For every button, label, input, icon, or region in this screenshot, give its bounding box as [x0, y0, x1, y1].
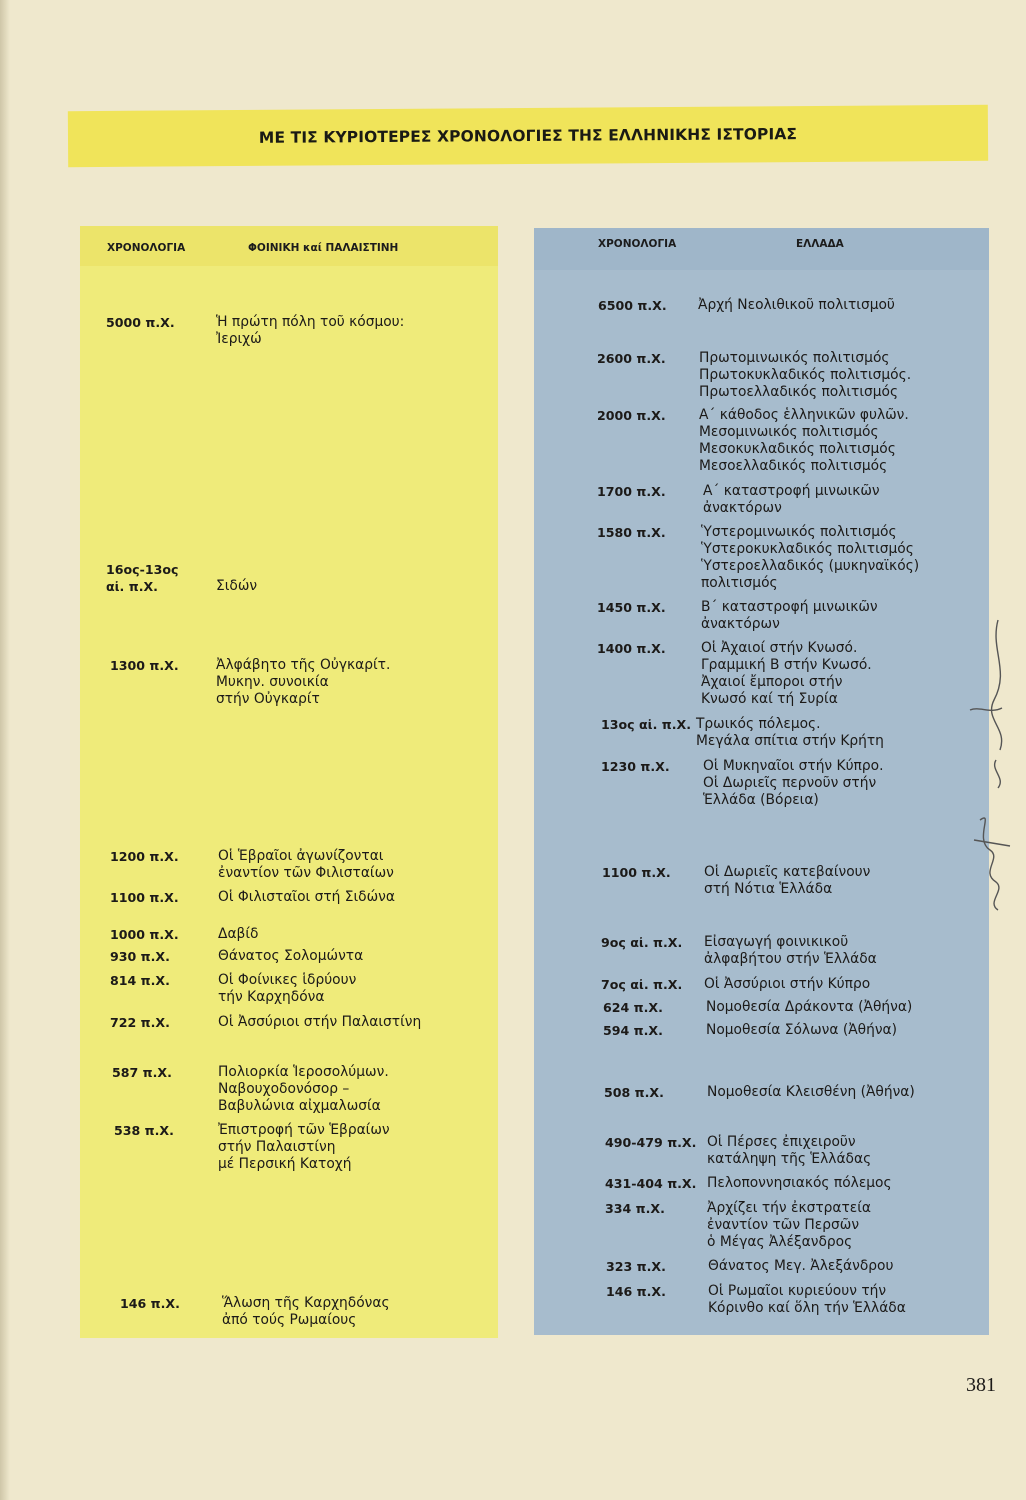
entry-date: 13ος αἰ. π.Χ. [601, 717, 691, 732]
entry-text: Πελοποννησιακός πόλεμος [707, 1175, 892, 1191]
entry-text: Ἡ πρώτη πόλη τοῦ κόσμου: Ἰεριχώ [216, 314, 405, 347]
entry-text: Ἀρχίζει τήν ἐκστρατεία ἐναντίον τῶν Περσῶν ὁ Μέγας Ἀλέξανδρος [707, 1200, 872, 1250]
entry-date: 146 π.Χ. [606, 1284, 666, 1299]
entry-text: Οἱ Δωριεῖς κατεβαίνουν στή Νότια Ἑλλάδα [704, 864, 871, 897]
right-topic-header: ΕΛΛΑΔΑ [796, 238, 844, 250]
entry-text: Οἱ Ἀσσύριοι στήν Κύπρο [704, 976, 871, 992]
entry-date: 1100 π.Χ. [110, 890, 179, 905]
entry-text: Πρωτομινωικός πολιτισμός Πρωτοκυκλαδικός πολιτισμός. Πρωτοελλαδικός πολιτισμός [699, 350, 912, 400]
entry-text: Πολιορκία Ἱεροσολύμων. Ναβουχοδονόσορ – Βαβυλώνια αἰχμαλωσία [218, 1064, 389, 1114]
entry-date: 1230 π.Χ. [601, 759, 670, 774]
entry-date: 594 π.Χ. [603, 1023, 663, 1038]
entry-date: 538 π.Χ. [114, 1123, 174, 1138]
entry-text: Α΄ καταστροφή μινωικῶν ἀνακτόρων [703, 483, 880, 516]
entry-date: 1400 π.Χ. [597, 641, 666, 656]
entry-text: Τρωικός πόλεμος. Μεγάλα σπίτια στήν Κρήτη [696, 716, 884, 749]
entry-date: 2000 π.Χ. [597, 408, 666, 423]
entry-text: Νομοθεσία Σόλωνα (Ἀθήνα) [706, 1022, 898, 1038]
right-date-header: ΧΡΟΝΟΛΟΓΙΑ [598, 238, 677, 250]
entry-date: 930 π.Χ. [110, 949, 170, 964]
entry-date: 323 π.Χ. [606, 1259, 666, 1274]
entry-date: 431-404 π.Χ. [605, 1176, 697, 1191]
entry-text: Ἀλφάβητο τῆς Οὐγκαρίτ. Μυκην. συνοικία στήν Οὐγκαρίτ [216, 657, 391, 707]
entry-date: 5000 π.Χ. [106, 315, 175, 330]
page-title: ΜΕ ΤΙΣ ΚΥΡΙΟΤΕΡΕΣ ΧΡΟΝΟΛΟΓΙΕΣ ΤΗΣ ΕΛΛΗΝΙΚΗΣ ΙΣΤΟΡΙΑΣ [258, 125, 798, 147]
entry-text: Θάνατος Μεγ. Ἀλεξάνδρου [708, 1258, 894, 1274]
entry-date: 1450 π.Χ. [597, 600, 666, 615]
entry-text: Οἱ Ἀσσύριοι στήν Παλαιστίνη [218, 1014, 422, 1030]
entry-text: Νομοθεσία Κλεισθένη (Ἀθήνα) [707, 1084, 915, 1100]
entry-text: Ἀρχή Νεολιθικοῦ πολιτισμοῦ [698, 297, 895, 313]
entry-date: 16ος-13ος αἰ. π.Χ. [106, 562, 179, 594]
entry-text: Οἱ Μυκηναῖοι στήν Κύπρο. Οἱ Δωριεῖς περνοῦν στήν Ἑλλάδα (Βόρεια) [703, 758, 884, 808]
entry-text: Β΄ καταστροφή μινωικῶν ἀνακτόρων [701, 599, 878, 632]
entry-date: 1100 π.Χ. [602, 865, 671, 880]
entry-date: 722 π.Χ. [110, 1015, 170, 1030]
page-number: 381 [966, 1374, 996, 1396]
entry-date: 1580 π.Χ. [597, 525, 666, 540]
entry-date: 1300 π.Χ. [110, 658, 179, 673]
entry-date: 334 π.Χ. [605, 1201, 665, 1216]
entry-text: Ἐπιστροφή τῶν Ἑβραίων στήν Παλαιστίνη μέ Περσική Κατοχή [218, 1122, 390, 1172]
entry-date: 6500 π.Χ. [598, 298, 667, 313]
entry-text: Οἱ Ἑβραῖοι ἀγωνίζονται ἐναντίον τῶν Φιλισταίων [218, 848, 394, 881]
entry-text: Εἰσαγωγή φοινικικοῦ ἀλφαβήτου στήν Ἑλλάδα [704, 934, 877, 967]
entry-date: 508 π.Χ. [604, 1085, 664, 1100]
entry-date: 490-479 π.Χ. [605, 1135, 697, 1150]
entry-date: 1700 π.Χ. [597, 484, 666, 499]
entry-text: Οἱ Πέρσες ἐπιχειροῦν κατάληψη τῆς Ἑλλάδας [707, 1134, 872, 1167]
entry-text: Οἱ Ἀχαιοί στήν Κνωσό. Γραμμική Β στήν Κνωσό. Ἀχαιοί ἔμποροι στήν Κνωσό καί τή Συρία [701, 640, 872, 707]
entry-text: Οἱ Ρωμαῖοι κυριεύουν τήν Κόρινθο καί ὅλη τήν Ἑλλάδα [708, 1283, 906, 1316]
title-banner [68, 105, 988, 167]
entry-text: Α΄ κάθοδος ἑλληνικῶν φυλῶν. Μεσομινωικός πολιτισμός Μεσοκυκλαδικός πολιτισμός Μεσοελλαδικός πολιτισμός [699, 407, 909, 474]
page-edge [0, 0, 10, 1500]
margin-scribble [950, 610, 1026, 930]
entry-date: 9ος αἰ. π.Χ. [601, 935, 683, 950]
left-topic-header: ΦΟΙΝΙΚΗ καί ΠΑΛΑΙΣΤΙΝΗ [248, 242, 399, 254]
entry-text: Ὑστερομινωικός πολιτισμός Ὑστεροκυκλαδικός πολιτισμός Ὑστεροελλαδικός (μυκηναϊκός) πολιτισμός [701, 524, 920, 591]
entry-text: Νομοθεσία Δράκοντα (Ἀθήνα) [706, 999, 913, 1015]
left-date-header: ΧΡΟΝΟΛΟΓΙΑ [107, 242, 186, 254]
entry-date: 624 π.Χ. [603, 1000, 663, 1015]
entry-date: 1000 π.Χ. [110, 927, 179, 942]
entry-text: Θάνατος Σολομώντα [218, 948, 364, 964]
entry-text: Σιδών [216, 578, 258, 594]
entry-text: Οἱ Φιλισταῖοι στή Σιδώνα [218, 889, 395, 905]
entry-text: Ἅλωση τῆς Καρχηδόνας ἀπό τούς Ρωμαίους [222, 1295, 390, 1328]
entry-date: 146 π.Χ. [120, 1296, 180, 1311]
entry-date: 814 π.Χ. [110, 973, 170, 988]
entry-date: 1200 π.Χ. [110, 849, 179, 864]
entry-text: Οἱ Φοίνικες ἱδρύουν τήν Καρχηδόνα [218, 972, 357, 1005]
entry-date: 2600 π.Χ. [597, 351, 666, 366]
entry-date: 7ος αἰ. π.Χ. [601, 977, 683, 992]
entry-text: Δαβίδ [218, 926, 259, 942]
entry-date: 587 π.Χ. [112, 1065, 172, 1080]
